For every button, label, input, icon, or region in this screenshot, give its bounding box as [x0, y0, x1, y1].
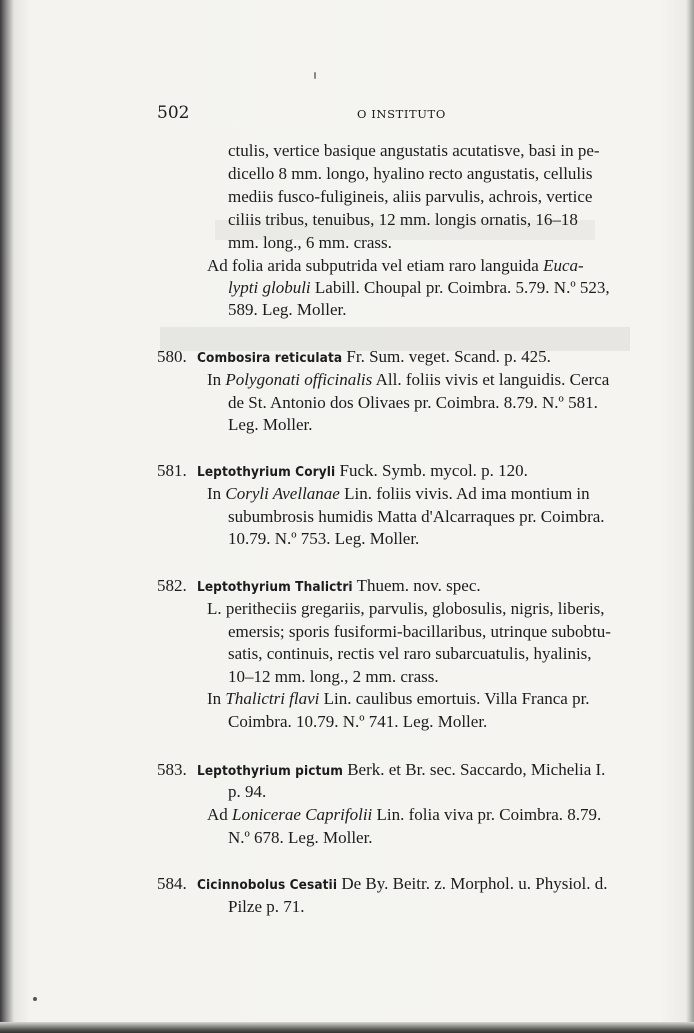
habitat-line	[228, 277, 610, 298]
host-name: lypti globuli	[228, 278, 311, 297]
entry-heading	[197, 460, 528, 483]
ink-speck	[314, 72, 316, 79]
habitat-line: Leg. Moller.	[228, 415, 313, 434]
citation: Thuem. nov. spec.	[352, 576, 481, 595]
description-line: mediis fusco-fuligineis, aliis parvulis, achrois, vertice	[228, 187, 593, 206]
entry-heading	[197, 759, 605, 782]
ink-speck	[33, 997, 37, 1001]
description-line: dicello 8 mm. longo, hyalino recto angustatis, cellulis	[228, 164, 593, 183]
habitat-text: Lin. foliis vivis. Ad ima montium in	[339, 484, 590, 503]
habitat-line: N.º 678. Leg. Moller.	[228, 828, 373, 847]
habitat-prefix: Ad folia arida subputrida vel etiam raro languida	[207, 256, 544, 275]
host-name: Coryli Avellanae	[225, 484, 340, 503]
entry-number: 583.	[157, 760, 187, 779]
citation-line: Pilze p. 71.	[228, 897, 305, 916]
taxon-name: Combosira reticulata	[197, 350, 343, 366]
description-line: satis, continuis, rectis vel raro subarcuatulis, hyalinis,	[228, 644, 592, 663]
habitat-line: Coimbra. 10.79. N.º 741. Leg. Moller.	[228, 712, 488, 731]
habitat-prefix: Ad	[207, 805, 233, 824]
description-line: ctulis, vertice basique angustatis acutatisve, basi in pe-	[228, 141, 600, 160]
habitat-text: Lin. caulibus emortuis. Villa Franca pr.	[319, 689, 590, 708]
entry-heading	[197, 873, 608, 896]
citation: Fr. Sum. veget. Scand. p. 425.	[342, 347, 551, 366]
host-name: Lonicerae Caprifolii	[232, 805, 373, 824]
citation-line: p. 94.	[228, 782, 267, 801]
page-number: 502	[157, 103, 190, 123]
habitat-prefix: In	[207, 689, 226, 708]
citation: Fuck. Symb. mycol. p. 120.	[335, 461, 528, 480]
habitat-line: de St. Antonio dos Olivaes pr. Coimbra. 8.79. N.º 581.	[228, 393, 598, 412]
entry-number: 582.	[157, 576, 187, 595]
page-header	[157, 103, 629, 127]
habitat-line	[207, 804, 601, 825]
taxon-name: Cicinnobolus Cesatii	[197, 877, 338, 893]
habitat-line: subumbrosis humidis Matta d'Alcarraques pr. Coimbra.	[228, 507, 605, 526]
citation: Berk. et Br. sec. Saccardo, Michelia I.	[342, 760, 606, 779]
taxon-name: Leptothyrium pictum	[197, 763, 343, 779]
entry-number: 584.	[157, 874, 187, 893]
description-line: L. peritheciis gregariis, parvulis, globosulis, nigris, liberis,	[207, 599, 605, 618]
habitat-text: Labill. Choupal pr. Coimbra. 5.79. N.º 523,	[310, 278, 610, 297]
habitat-line: 10.79. N.º 753. Leg. Moller.	[228, 529, 420, 548]
entry-heading	[197, 575, 481, 598]
description-line: ciliis tribus, tenuibus, 12 mm. longis ornatis, 16–18	[228, 210, 578, 229]
entry-number: 580.	[157, 347, 187, 366]
entry-number: 581.	[157, 461, 187, 480]
taxon-name: Leptothyrium Thalictri	[197, 579, 353, 595]
host-name: Euca-	[543, 256, 584, 275]
description-line: 10–12 mm. long., 2 mm. crass.	[228, 667, 439, 686]
description-line: emersis; sporis fusiformi-bacillaribus, utrinque subobtu-	[228, 622, 611, 641]
habitat-line: 589. Leg. Moller.	[228, 300, 347, 319]
habitat-line	[207, 255, 584, 276]
running-title: O INSTITUTO	[357, 107, 446, 121]
habitat-line	[207, 688, 590, 709]
page-bottom-edge	[0, 1022, 694, 1033]
habitat-line	[207, 483, 590, 504]
habitat-prefix: In	[207, 484, 226, 503]
host-name: Polygonati officinalis	[225, 370, 373, 389]
entry-heading	[197, 346, 551, 369]
habitat-line	[207, 369, 609, 390]
host-name: Thalictri flavi	[225, 689, 320, 708]
habitat-prefix: In	[207, 370, 226, 389]
habitat-text: All. foliis vivis et languidis. Cerca	[372, 370, 610, 389]
taxon-name: Leptothyrium Coryli	[197, 464, 336, 480]
description-line: mm. long., 6 mm. crass.	[228, 233, 392, 252]
habitat-text: Lin. folia viva pr. Coimbra. 8.79.	[372, 805, 602, 824]
citation: De By. Beitr. z. Morphol. u. Physiol. d.	[337, 874, 608, 893]
